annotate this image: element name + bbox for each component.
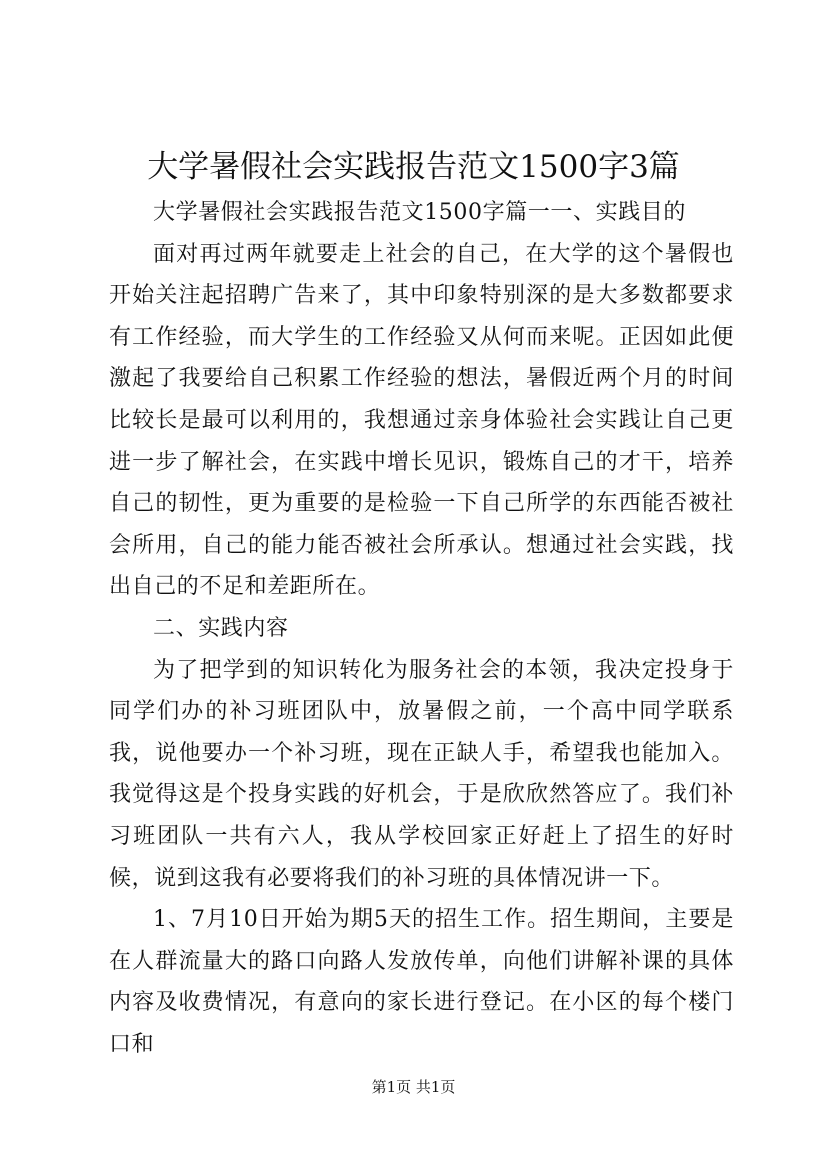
- page-footer: 第1页 共1页: [371, 1078, 456, 1096]
- paragraph-purpose: 面对再过两年就要走上社会的自己，在大学的这个暑假也开始关注起招聘广告来了，其中印象特别深的是大多数都要求有工作经验，而大学生的工作经验又从何而来呢。正因如此便激起了我要给自己积累工作经验的想法，暑假近两个月的时间比较长是最可以利用的，我想通过亲身体验社会实践让自己更进一步了解社会，在实践中增长见识，锻炼自己的才干，培养自己的韧性，更为重要的是检验一下自己所学的东西能否被社会所用，自己的能力能否被社会所承认。想通过社会实践，找出自己的不足和差距所在。: [109, 241, 734, 600]
- paragraph-intro-heading: 大学暑假社会实践报告范文1500字篇一一、实践目的: [153, 200, 686, 225]
- section-heading-content: 二、实践内容: [153, 615, 289, 641]
- document-title: 大学暑假社会实践报告范文1500字3篇: [147, 149, 680, 185]
- document-body: [109, 192, 734, 1065]
- paragraph-content: 为了把学到的知识转化为服务社会的本领，我决定投身于同学们办的补习班团队中，放暑假之前，一个高中同学联系我，说他要办一个补习班，现在正缺人手，希望我也能加入。我觉得这是个投身实践的好机会，于是欣欣然答应了。我们补习班团队一共有六人，我从学校回家正好赶上了招生的好时候，说到这我有必要将我们的补习班的具体情况讲一下。: [109, 657, 734, 891]
- paragraph-enrollment: 1、7月10日开始为期5天的招生工作。招生期间，主要是在人群流量大的路口向路人发放传单，向他们讲解补课的具体内容及收费情况，有意向的家长进行登记。在小区的每个楼门口和: [109, 907, 734, 1057]
